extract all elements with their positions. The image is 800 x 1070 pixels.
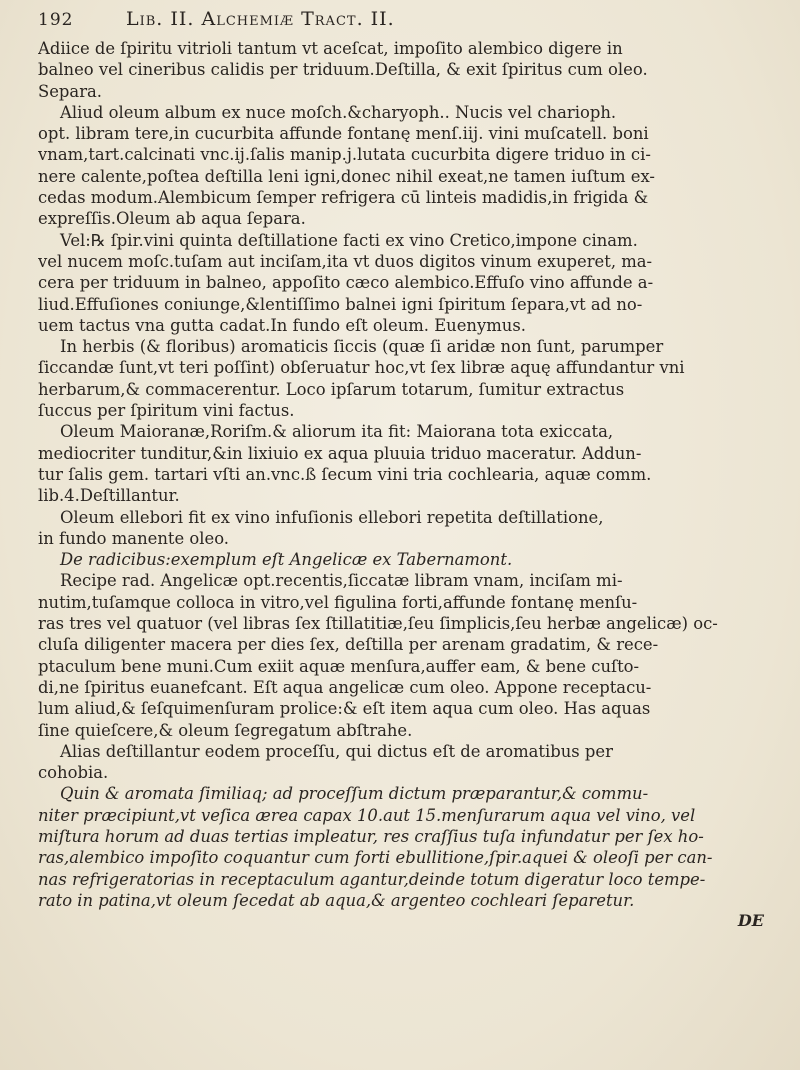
text-line: Adiice de ſpiritu vitrioli tantum vt aceſcat, impoſito alembico digere in (38, 39, 623, 58)
text-line: tur ſalis gem. tartari vſti an.vnc.ß ſecum vini tria cochlearia, aquæ comm. (38, 464, 652, 484)
text-line: niter præcipiunt,vt veſica ærea capax 10.aut 15.menſurarum aqua vel vino, vel (38, 805, 696, 825)
text-line: liud.Effuſiones coniunge,&lentiſſimo balnei igni ſpiritum ſepara,vt ad no- (38, 294, 643, 314)
text-line: Separa. (38, 81, 103, 101)
text-line: ras,alembico impoſito coquantur cum forti ebullitione,ſpir.aquei & oleoſi per can- (38, 848, 713, 868)
text-line: Alias deſtillantur eodem proceſſu, qui dictus eſt de aromatibus per (60, 741, 613, 761)
text-line: nere calente,poſtea deſtilla leni igni,donec nihil exeat,ne tamen iuſtum ex- (38, 166, 655, 186)
running-head-title: Lib. II. Alchemiæ Tract. II. (126, 8, 395, 30)
catchword: DE (737, 911, 764, 931)
text-line: miſtura horum ad duas tertias impleatur, res craſſius tuſa infundatur per ſex ho- (38, 826, 704, 846)
text-line: ras tres vel quatuor (vel libras ſex ſtillatitiæ,ſeu ſimplicis,ſeu herbæ angelicæ) oc- (38, 614, 718, 634)
text-line: Oleum Maioranæ,Roriſm.& aliorum ita fit: Maiorana tota exiccata, (60, 422, 614, 442)
text-line: nas refrigeratorias in receptaculum agantur,deinde totum digeratur loco tempe- (38, 869, 706, 889)
text-line: cedas modum.Alembicum ſemper refrigera cū linteis madidis,in frigida & (38, 188, 649, 208)
text-line: cohobia. (38, 763, 109, 783)
text-line: vnam,tart.calcinati vnc.ij.ſalis manip.j.lutata cucurbita digere triduo in ci- (38, 145, 651, 165)
running-head (38, 8, 772, 38)
text-line: uem tactus vna gutta cadat.In fundo eſt oleum. Euenymus. (38, 315, 526, 335)
text-line: expreſſis.Oleum ab aqua ſepara. (38, 209, 306, 229)
text-line: ſiccandæ ſunt,vt teri poſſint) obſeruatur hoc,vt ſex libræ aquę affundantur vni (38, 358, 685, 378)
text-line: Oleum ellebori fit ex vino infuſionis ellebori repetita deſtillatione, (60, 507, 604, 527)
text-line: rato in patina,vt oleum ſecedat ab aqua,& argenteo cochleari ſeparetur. (38, 890, 635, 910)
text-line: vel nucem moſc.tuſam aut inciſam,ita vt duos digitos vinum exuperet, ma- (38, 251, 653, 271)
text-line: herbarum,& commacerentur. Loco ipſarum totarum, ſumitur extractus (38, 379, 625, 399)
text-line: balneo vel cineribus calidis per triduum.Deſtilla, & exit ſpiritus cum oleo. (38, 60, 648, 80)
text-line: lib.4.Deſtillantur. (38, 486, 180, 506)
text-line: in fundo manente oleo. (38, 528, 229, 548)
text-line: In herbis (& floribus) aromaticis ſiccis (quæ ſi aridæ non ſunt, parumper (60, 337, 664, 357)
text-line: lum aliud,& ſeſquimenſuram prolice:& eſt item aqua cum oleo. Has aquas (38, 699, 651, 719)
text-line: Aliud oleum album ex nuce moſch.&charyoph.. Nucis vel charioph. (60, 102, 617, 122)
text-line: cera per triduum in balneo, appoſito cæco alembico.Effuſo vino affunde a- (38, 273, 654, 293)
text-line: opt. libram tere,in cucurbita affunde fontanę menſ.iij. vini muſcatell. boni (38, 124, 649, 144)
body-text (38, 38, 772, 911)
text-line: Vel:℞ ſpir.vini quinta deſtillatione facti ex vino Cretico,impone cinam. (60, 230, 638, 250)
text-line: cluſa diligenter macera per dies ſex, deſtilla per arenam gradatim, & rece- (38, 635, 659, 655)
text-line: mediocriter tunditur,&in lixiuio ex aqua pluuia triduo maceratur. Addun- (38, 443, 642, 463)
text-line: De radicibus:exemplum eſt Angelicæ ex Tabernamont. (60, 550, 513, 570)
text-line: ſine quieſcere,& oleum ſegregatum abſtrahe. (38, 720, 413, 740)
text-line: Quin & aromata ſimiliaq; ad proceſſum dictum præparantur,& commu- (60, 784, 649, 804)
text-line: ſuccus per ſpiritum vini factus. (38, 401, 295, 421)
text-line: ptaculum bene muni.Cum exiit aquæ menſura,auffer eam, & bene cuſto- (38, 656, 640, 676)
text-line: nutim,tuſamque colloca in vitro,vel figulina forti,affunde fontanę menſu- (38, 592, 638, 612)
page-number: 192 (38, 10, 74, 30)
text-line: Recipe rad. Angelicæ opt.recentis,ſiccatæ libram vnam, inciſam mi- (60, 571, 623, 591)
text-line: di,ne ſpiritus euanefcant. Eſt aqua angelicæ cum oleo. Appone receptacu- (38, 677, 652, 697)
